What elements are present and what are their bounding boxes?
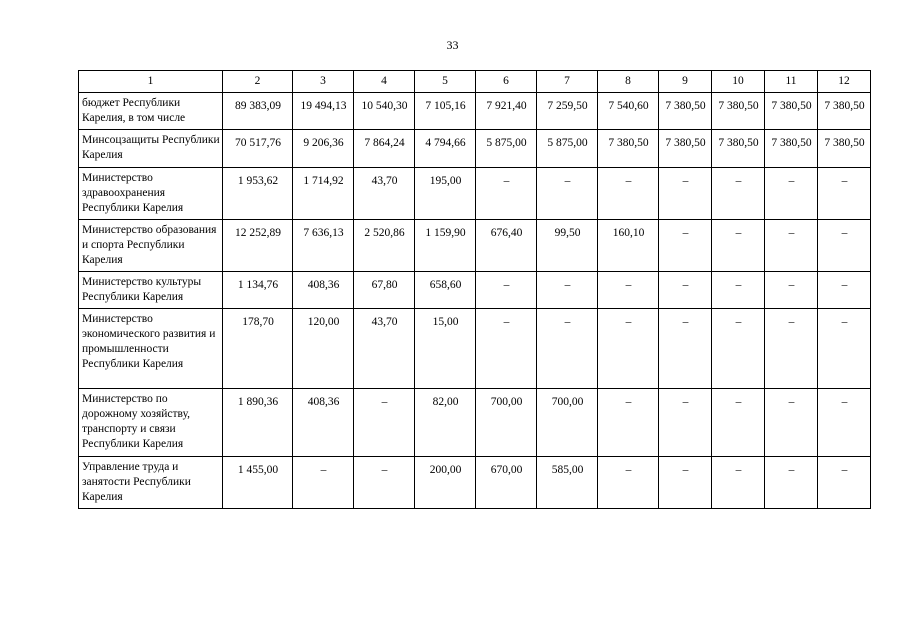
- row-label: Министерство экономического развития и промышленности Республики Карелия: [79, 309, 223, 389]
- table-cell: 1 953,62: [223, 168, 293, 220]
- column-header: 9: [659, 71, 712, 93]
- table-body: [79, 93, 871, 509]
- column-header: 7: [537, 71, 598, 93]
- table-cell: –: [659, 309, 712, 389]
- table-cell: 5 875,00: [476, 130, 537, 168]
- table-cell: 408,36: [293, 272, 354, 309]
- budget-table: [78, 70, 871, 509]
- table-cell: 1 134,76: [223, 272, 293, 309]
- table-cell: 70 517,76: [223, 130, 293, 168]
- table-cell: 1 714,92: [293, 168, 354, 220]
- table-cell: –: [598, 457, 659, 509]
- table-cell: 408,36: [293, 389, 354, 457]
- column-header: 4: [354, 71, 415, 93]
- table-cell: 7 380,50: [659, 130, 712, 168]
- table-cell: –: [712, 168, 765, 220]
- table-cell: 4 794,66: [415, 130, 476, 168]
- table-cell: –: [354, 457, 415, 509]
- table-cell: –: [354, 389, 415, 457]
- row-label: бюджет Республики Карелия, в том числе: [79, 93, 223, 130]
- table-cell: 7 380,50: [765, 93, 818, 130]
- table-cell: 19 494,13: [293, 93, 354, 130]
- table-cell: –: [659, 389, 712, 457]
- table-cell: –: [598, 168, 659, 220]
- table-row: [79, 272, 871, 309]
- table-cell: 7 380,50: [818, 130, 871, 168]
- table-cell: –: [818, 389, 871, 457]
- column-header: 10: [712, 71, 765, 93]
- table-cell: –: [537, 272, 598, 309]
- table-cell: 7 380,50: [712, 130, 765, 168]
- table-cell: 7 636,13: [293, 220, 354, 272]
- table-cell: 10 540,30: [354, 93, 415, 130]
- table-cell: –: [712, 309, 765, 389]
- table-cell: 7 864,24: [354, 130, 415, 168]
- column-header: 6: [476, 71, 537, 93]
- table-cell: –: [818, 457, 871, 509]
- table-cell: 12 252,89: [223, 220, 293, 272]
- column-header: 1: [79, 71, 223, 93]
- table-cell: –: [818, 168, 871, 220]
- table-cell: 700,00: [537, 389, 598, 457]
- table-cell: 43,70: [354, 168, 415, 220]
- table-cell: –: [765, 389, 818, 457]
- table-cell: 658,60: [415, 272, 476, 309]
- table-row: [79, 389, 871, 457]
- table-cell: –: [537, 168, 598, 220]
- table-cell: 178,70: [223, 309, 293, 389]
- row-label: Управление труда и занятости Республики Карелия: [79, 457, 223, 509]
- table-cell: –: [712, 457, 765, 509]
- table-cell: –: [537, 309, 598, 389]
- table-cell: 676,40: [476, 220, 537, 272]
- page-number: 33: [446, 38, 459, 52]
- table-cell: –: [659, 457, 712, 509]
- table-row: [79, 309, 871, 389]
- table-row: [79, 130, 871, 168]
- table-cell: –: [765, 457, 818, 509]
- table-cell: –: [598, 309, 659, 389]
- column-header: 12: [818, 71, 871, 93]
- table-cell: 195,00: [415, 168, 476, 220]
- table-cell: 7 921,40: [476, 93, 537, 130]
- table-cell: 15,00: [415, 309, 476, 389]
- row-label: Министерство по дорожному хозяйству, транспорту и связи Республики Карелия: [79, 389, 223, 457]
- table-cell: 7 380,50: [659, 93, 712, 130]
- table-cell: 67,80: [354, 272, 415, 309]
- column-header: 2: [223, 71, 293, 93]
- table-cell: –: [712, 220, 765, 272]
- table-cell: 1 159,90: [415, 220, 476, 272]
- table-cell: –: [476, 309, 537, 389]
- table-cell: 585,00: [537, 457, 598, 509]
- table-cell: –: [293, 457, 354, 509]
- table-cell: –: [818, 220, 871, 272]
- table-cell: 7 105,16: [415, 93, 476, 130]
- table-cell: –: [659, 272, 712, 309]
- table-cell: 2 520,86: [354, 220, 415, 272]
- table-cell: 43,70: [354, 309, 415, 389]
- table-cell: 160,10: [598, 220, 659, 272]
- table-cell: 5 875,00: [537, 130, 598, 168]
- table-cell: –: [818, 272, 871, 309]
- table-cell: 7 380,50: [818, 93, 871, 130]
- column-header: 11: [765, 71, 818, 93]
- table-cell: 700,00: [476, 389, 537, 457]
- header-row: [79, 71, 871, 93]
- table-cell: 99,50: [537, 220, 598, 272]
- table-cell: –: [765, 309, 818, 389]
- table-cell: 1 890,36: [223, 389, 293, 457]
- table-row: [79, 220, 871, 272]
- row-label: Министерство здравоохранения Республики Карелия: [79, 168, 223, 220]
- table-cell: 7 380,50: [712, 93, 765, 130]
- table-cell: –: [598, 389, 659, 457]
- table-cell: 200,00: [415, 457, 476, 509]
- row-label: Министерство образования и спорта Республики Карелия: [79, 220, 223, 272]
- column-header: 3: [293, 71, 354, 93]
- table-cell: 89 383,09: [223, 93, 293, 130]
- table-cell: –: [598, 272, 659, 309]
- table-row: [79, 168, 871, 220]
- row-label: Минсоцзащиты Республики Карелия: [79, 130, 223, 168]
- table-cell: 120,00: [293, 309, 354, 389]
- table-cell: 7 380,50: [765, 130, 818, 168]
- table-cell: –: [765, 220, 818, 272]
- table-cell: –: [476, 272, 537, 309]
- table-cell: 7 259,50: [537, 93, 598, 130]
- table-row: [79, 93, 871, 130]
- table-cell: –: [659, 168, 712, 220]
- table-cell: –: [712, 389, 765, 457]
- row-label: Министерство культуры Республики Карелия: [79, 272, 223, 309]
- table-row: [79, 457, 871, 509]
- table-cell: –: [659, 220, 712, 272]
- table-cell: –: [476, 168, 537, 220]
- table-cell: 670,00: [476, 457, 537, 509]
- table-cell: 7 380,50: [598, 130, 659, 168]
- table-cell: 82,00: [415, 389, 476, 457]
- table-cell: –: [765, 168, 818, 220]
- table-cell: 1 455,00: [223, 457, 293, 509]
- table-cell: 7 540,60: [598, 93, 659, 130]
- table-header: [79, 71, 871, 93]
- table-cell: –: [818, 309, 871, 389]
- table-cell: –: [765, 272, 818, 309]
- column-header: 5: [415, 71, 476, 93]
- table-cell: 9 206,36: [293, 130, 354, 168]
- table-cell: –: [712, 272, 765, 309]
- column-header: 8: [598, 71, 659, 93]
